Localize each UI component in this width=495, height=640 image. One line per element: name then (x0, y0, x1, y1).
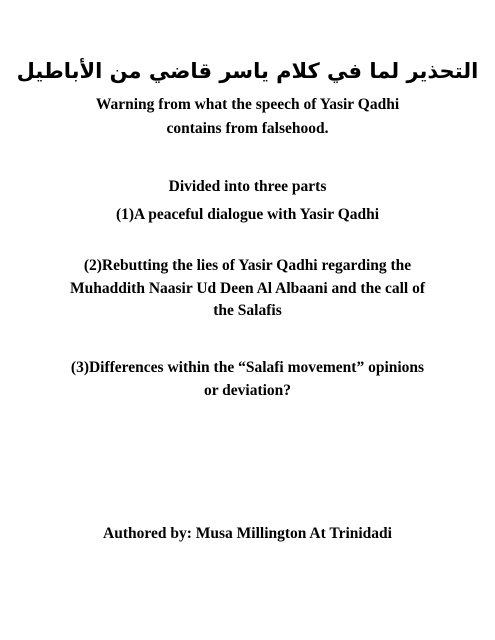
part-1: (1)A peaceful dialogue with Yasir Qadhi (115, 206, 380, 223)
part-2-line-3: the Salafis (213, 302, 282, 319)
part-2-line-1: (2)Rebutting the lies of Yasir Qadhi regarding the (83, 257, 412, 274)
subtitle-line-1: Warning from what the speech of Yasir Qadhi (95, 96, 400, 113)
part-2-line-2: Muhaddith Naasir Ud Deen Al Albaani and the call of (70, 280, 425, 297)
subtitle-line-2: contains from falsehood. (166, 120, 329, 137)
part-3-line-2: or deviation? (203, 382, 292, 399)
part-3-line-1: (3)Differences within the “Salafi movement” opinions (70, 359, 425, 376)
author-line: Authored by: Musa Millington At Trinidadi (103, 525, 392, 542)
divided-heading: Divided into three parts (168, 178, 327, 195)
arabic-title: التحذير لما في كلام ياسر قاضي من الأباطيل (16, 59, 479, 83)
